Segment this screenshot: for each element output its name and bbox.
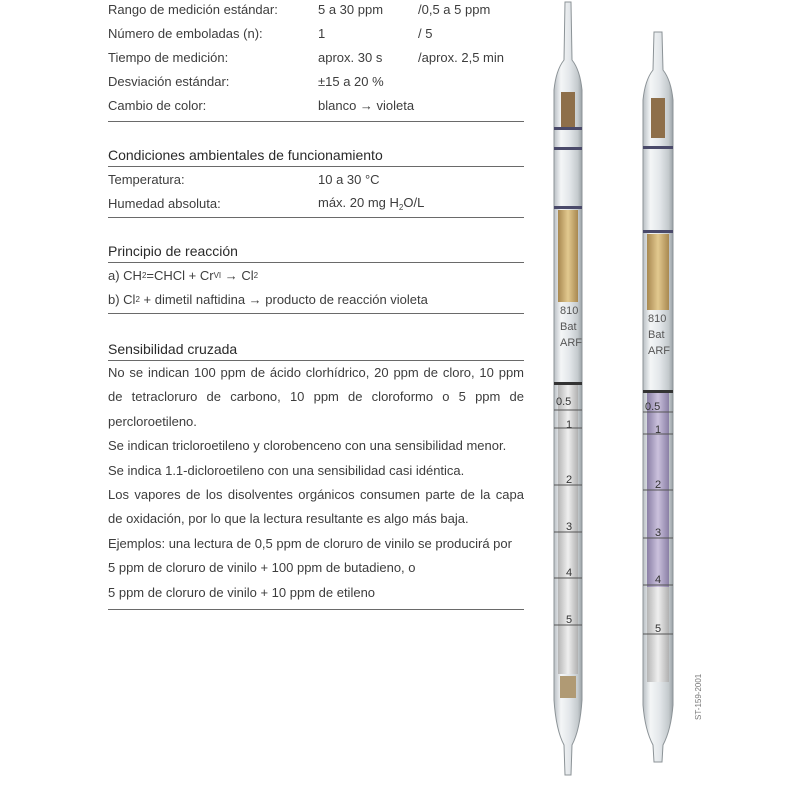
spec-row — [108, 69, 524, 93]
reagent-yellow — [558, 210, 578, 302]
env-row — [108, 191, 524, 215]
spec-row — [108, 45, 524, 69]
spec-label: Cambio de color: — [108, 97, 207, 113]
svg-text:0.5: 0.5 — [645, 401, 661, 413]
spec-row — [108, 21, 524, 45]
svg-text:3: 3 — [566, 521, 573, 533]
spec-label: Rango de medición estándar: — [108, 1, 278, 17]
spec-row — [108, 93, 524, 117]
paragraph: Se indica 1.1-dicloroetileno con una sensibilidad casi idéntica. — [108, 462, 465, 478]
reaction-section — [108, 240, 524, 314]
environment-section — [108, 144, 524, 218]
tube-right — [643, 32, 673, 762]
band — [643, 146, 673, 149]
spec-label: Desviación estándar: — [108, 73, 230, 89]
paragraph: 5 ppm de cloruro de vinilo + 10 ppm de etileno — [108, 584, 376, 600]
reaction-b: b) Cl 2 + dimetil naftidina → producto de reacción violeta — [108, 291, 428, 307]
svg-text:4: 4 — [566, 567, 573, 579]
paragraph: Ejemplos: una lectura de 0,5 ppm de cloruro de vinilo se producirá por — [108, 535, 512, 551]
spec-row — [108, 0, 524, 21]
tube-print: ARF — [560, 337, 582, 349]
tube-print: ARF — [648, 345, 670, 357]
reagent-plug-top — [561, 92, 575, 130]
band — [554, 127, 582, 130]
tube-print: 810 — [560, 305, 579, 317]
band — [643, 230, 673, 233]
svg-text:1: 1 — [566, 419, 573, 431]
svg-text:4: 4 — [655, 574, 662, 586]
spec-value: aprox. 30 s — [318, 49, 383, 65]
svg-text:2: 2 — [655, 479, 662, 491]
spec-label: Tiempo de medición: — [108, 49, 229, 65]
spec-value-alt: /aprox. 2,5 min — [418, 49, 504, 65]
divider — [108, 609, 524, 610]
tube-print: Bat — [560, 321, 577, 333]
temperature-value: 10 a 30 °C — [318, 171, 380, 187]
tube-print: 810 — [648, 313, 667, 325]
spec-label: Número de emboladas (n): — [108, 25, 263, 41]
section-title: Principio de reacción — [108, 243, 238, 259]
svg-text:5: 5 — [566, 614, 573, 626]
spec-value: 5 a 30 ppm — [318, 1, 384, 17]
reagent-bottom — [560, 676, 576, 698]
spec-value-alt: /0,5 a 5 ppm — [418, 1, 491, 17]
svg-text:3: 3 — [655, 527, 662, 539]
temperature-label: Temperatura: — [108, 171, 185, 187]
humidity-value: máx. 20 mg $H_2O/L$ — [318, 194, 425, 212]
paragraph: No se indican 100 ppm de ácido clorhídrico, 20 ppm de cloro, 10 ppm de tetracloruro de carbono, 10 ppm de cloroformo o 5 ppm de percloroetileno. — [108, 365, 524, 429]
svg-text:1: 1 — [655, 424, 662, 436]
spec-value-alt: / 5 — [418, 25, 433, 41]
band — [643, 390, 673, 393]
reagent-yellow — [647, 234, 669, 310]
paragraph: Los vapores de los disolventes orgánicos consumen parte de la capa de oxidación, por lo que la lectura resultante es algo más baja. — [108, 487, 524, 527]
divider — [108, 313, 524, 314]
svg-text:2: 2 — [566, 474, 573, 486]
tube-print: Bat — [648, 329, 665, 341]
spec-value: 1 — [318, 25, 326, 41]
tube-left — [554, 2, 582, 775]
svg-text:0.5: 0.5 — [556, 396, 572, 408]
spec-value: ±15 a 20 % — [318, 73, 384, 89]
section-title: Condiciones ambientales de funcionamiento — [108, 147, 383, 163]
paragraph: Se indican tricloroetileno y clorobenceno con una sensibilidad menor. — [108, 438, 507, 454]
divider — [108, 121, 524, 122]
section-title: Sensibilidad cruzada — [108, 341, 238, 357]
reaction-a: a) CH 2 =CHCl + Cr VI → Cl 2 — [108, 267, 259, 283]
divider — [108, 217, 524, 218]
humidity-label: Humedad absoluta: — [108, 195, 221, 211]
figure-code: ST-159-2001 — [694, 673, 703, 720]
band — [554, 382, 582, 385]
paragraph: 5 ppm de cloruro de vinilo + 100 ppm de butadieno, o — [108, 560, 416, 576]
env-row — [108, 167, 524, 191]
band — [554, 206, 582, 209]
spec-value: blanco → violeta — [318, 97, 415, 113]
reagent-plug-top — [651, 98, 665, 138]
band — [554, 147, 582, 150]
specification-table — [108, 0, 524, 122]
cross-sensitivity-section — [108, 338, 524, 610]
svg-text:5: 5 — [655, 623, 662, 635]
